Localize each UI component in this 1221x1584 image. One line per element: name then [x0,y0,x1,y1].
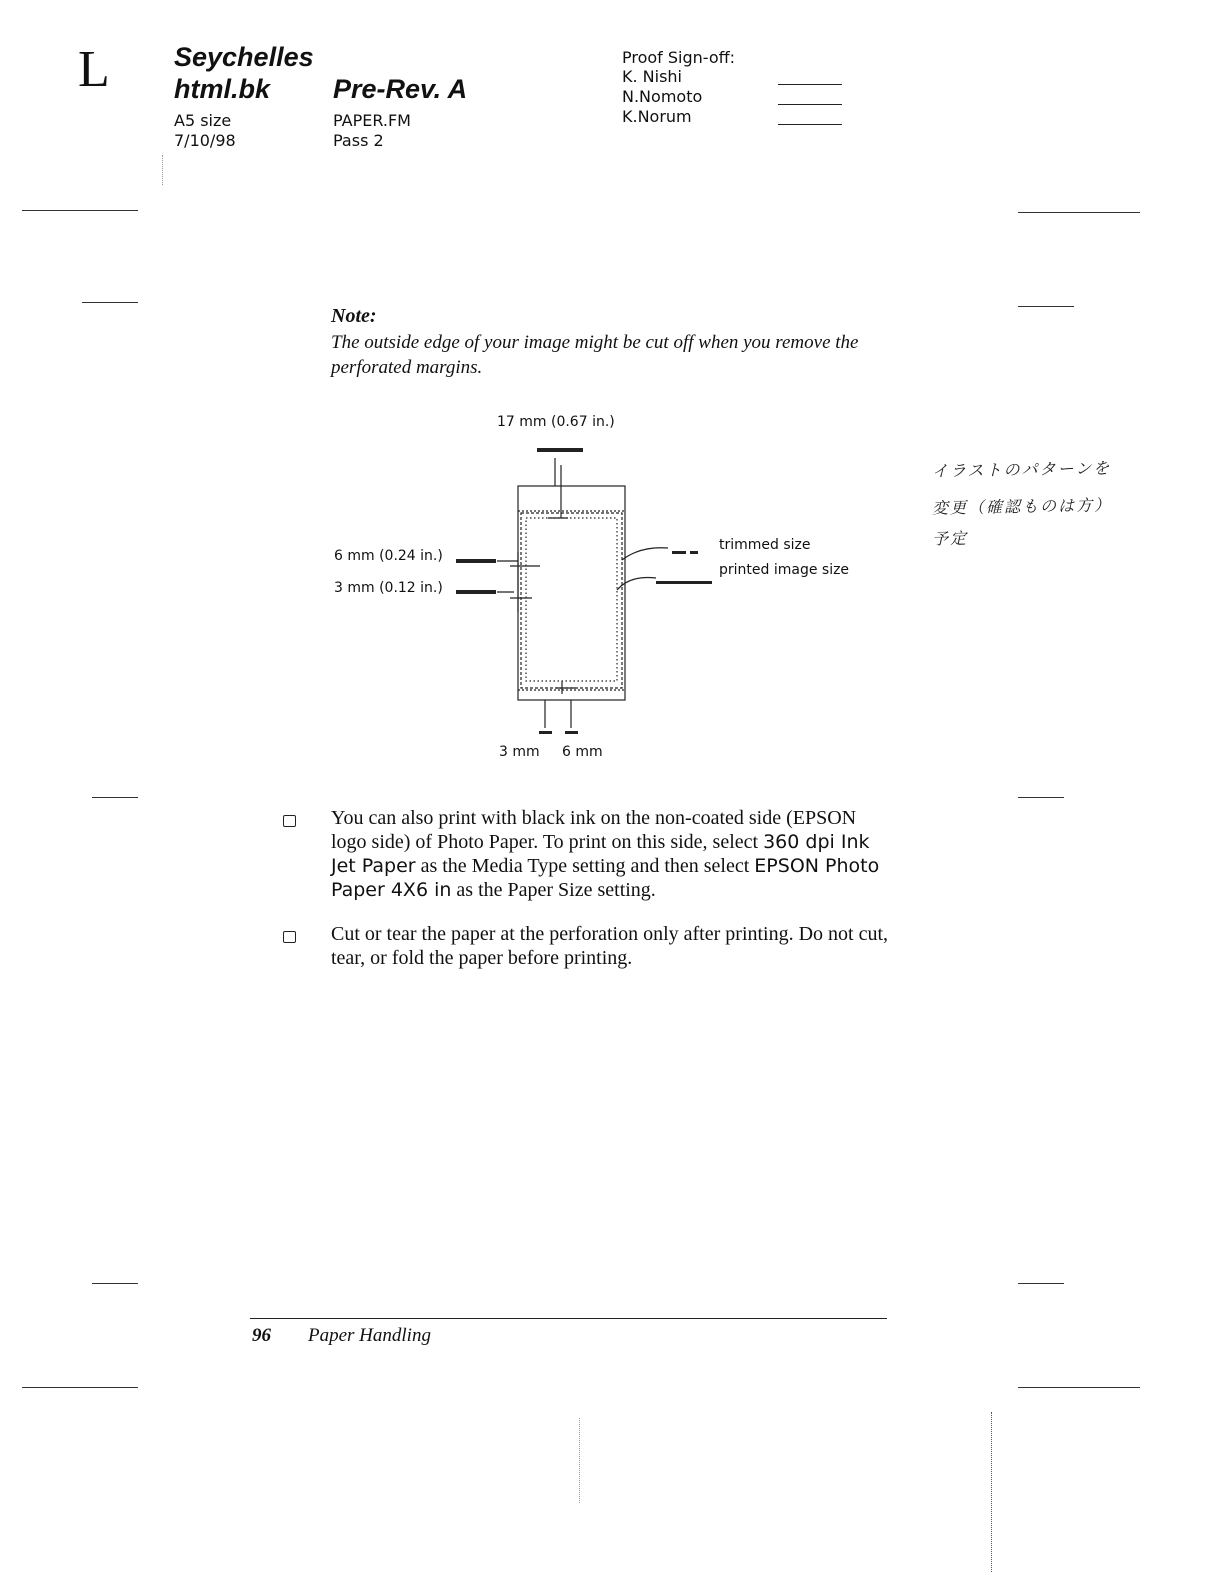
footer-section-title: Paper Handling [308,1325,431,1346]
printed-image-rect [526,518,617,681]
header-date: 7/10/98 [174,131,236,150]
header-title-line2: html.bk [174,74,271,104]
header-title-line1: Seychelles [174,42,314,72]
header-pass: Pass 2 [333,131,384,150]
diagram-label-bottom-3mm: 3 mm [499,744,540,760]
proof-name-2: N.Nomoto [622,87,703,106]
header-page-size: A5 size [174,111,232,130]
diagram-label-left-6mm: 6 mm (0.24 in.) [334,548,443,564]
note-text: The outside edge of your image might be cut off when you remove the perforated margins. [331,332,859,378]
diagram-label-left-3mm: 3 mm (0.12 in.) [334,580,443,596]
page-number: 96 [252,1325,271,1346]
bullet-text-black-ink: You can also print with black ink on the non-coated side (EPSON logo side) of Photo Paper. To print on this side, select 360 dpi Ink Jet Paper as the Media Type setting and then select EPSON Photo Paper 4X6 in as the Paper Size setting. [331,807,880,901]
diagram-label-trimmed-size: trimmed size [719,537,811,553]
header-file-name: PAPER.FM [333,111,411,130]
note-label: Note: [331,305,377,327]
corner-letter: L [78,41,110,98]
proof-signoff-title: Proof Sign-off: [622,48,736,67]
header-revision: Pre-Rev. A [333,74,468,104]
diagram-label-printed-image-size: printed image size [719,562,850,578]
footer-rule [250,1318,887,1319]
proof-name-1: K. Nishi [622,67,682,86]
handwritten-note-line1: イラストのパターンを [931,458,1112,481]
diagram-label-top-margin: 17 mm (0.67 in.) [497,414,615,430]
proof-name-3: K.Norum [622,107,692,126]
diagram-label-bottom-6mm: 6 mm [562,744,603,760]
handwritten-note-line2: 変更（確認ものは方） [931,495,1113,518]
bullet-marker [283,815,296,827]
bullet-text-cut-tear: Cut or tear the paper at the perforation only after printing. Do not cut, tear, or fold the paper before printing. [331,923,889,969]
trimmed-size-rect [521,513,622,688]
handwritten-note-line3: 予定 [931,528,969,549]
bullet-marker [283,931,296,943]
